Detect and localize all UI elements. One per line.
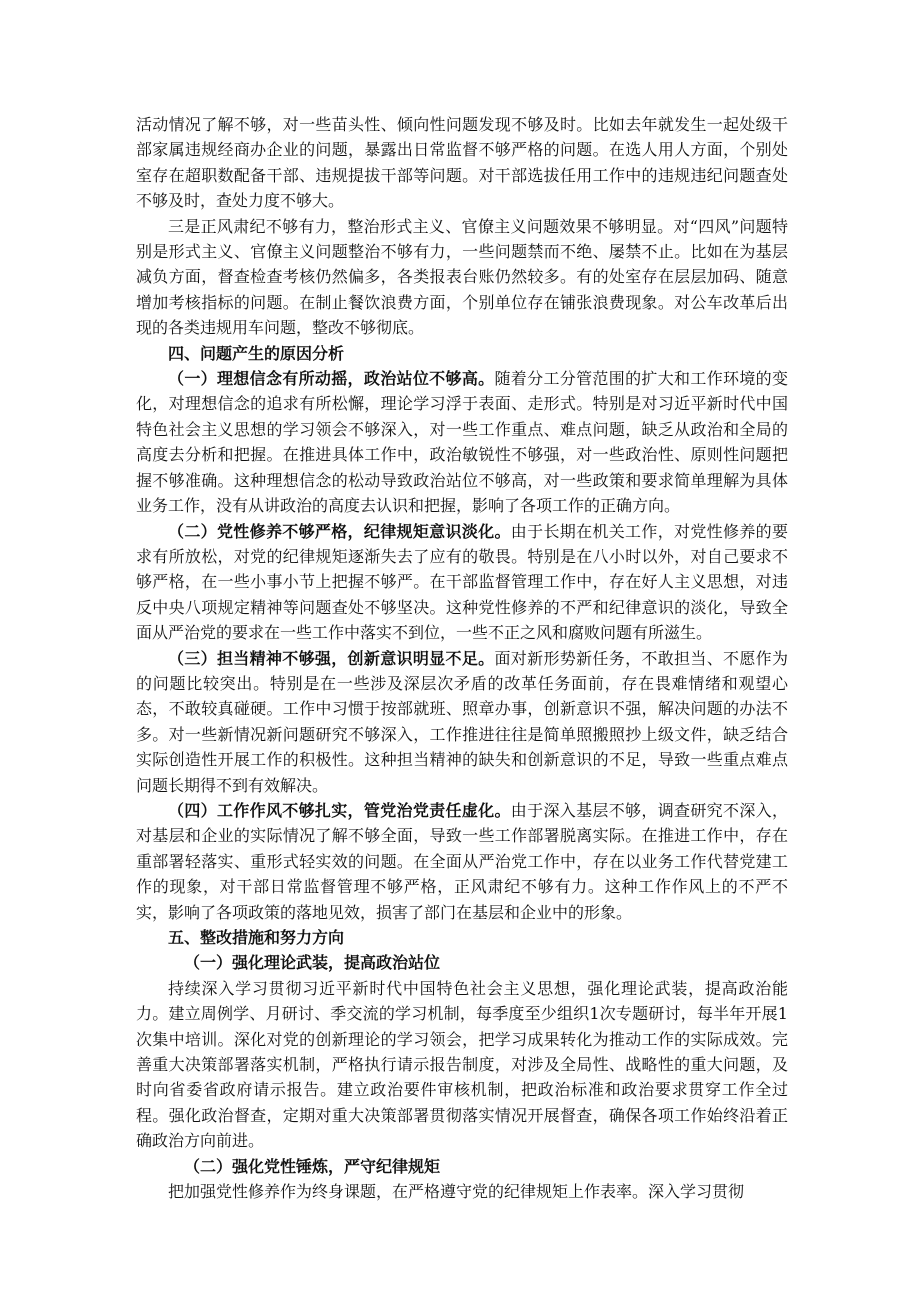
- cause-item-2-lead: （二）党性修养不够严格，纪律规矩意识淡化。: [168, 521, 511, 541]
- measure-subheading-1: （一）强化理论武装，提高政治站位: [184, 953, 441, 973]
- cause-item-1-body: 随着分工分管范围的扩大和工作环境的变化，对理想信念的追求有所松懈，理论学习浮于表面、走形式。特别是对习近平新时代中国特色社会主义思想的学习领会不够深入，对一些工作重点、难点问题，缺乏从政治和全局的高度去分析和把握。在推进具体工作中，政治敏锐性不够强，对一些政治性、原则性问题把握不够准确。这种理想信念的松动导致政治站位不够高，对一些政策和要求简单理解为具体业务工作，没有从讲政治的高度去认识和把握，影响了各项工作的正确方向。: [136, 369, 788, 516]
- paragraph-sanshi: 三是正风肃纪不够有力，整治形式主义、官僚主义问题效果不够明显。对“四风”问题特别是形式主义、官僚主义问题整治不够有力，一些问题禁而不绝、屡禁不止。比如在为基层减负方面，督查检查考核仍然偏多，各类报表台账仍然较多。有的处室存在层层加码、随意增加考核指标的问题。在制止餐饮浪费方面，个别单位存在铺张浪费现象。对公车改革后出现的各类违规用车问题，整改不够彻底。: [136, 216, 788, 338]
- measure-subheading-2: （二）强化党性锤炼，严守纪律规矩: [184, 1156, 441, 1176]
- cause-item-2-body: 由于长期在机关工作，对党性修养的要求有所放松，对党的纪律规矩逐渐失去了应有的敬畏。特别是在八小时以外，对自己要求不够严格，在一些小事小节上把握不够严。在干部监督管理工作中，存在好人主义思想，对违反中央八项规定精神等问题查处不够坚决。这种党性修养的不严和纪律意识的淡化，导致全面从严治党的要求在一些工作中落实不到位，一些不正之风和腐败问题有所滋生。: [136, 521, 788, 643]
- cause-item-3-body: 面对新形势新任务，不敢担当、不愿作为的问题比较突出。特别是在一些涉及深层次矛盾的改革任务面前，存在畏难情绪和观望心态，不敢较真碰硬。工作中习惯于按部就班、照章办事，创新意识不强，解决问题的办法不多。对一些新情况新问题研究不够深入，工作推进往往是简单照搬照抄上级文件，缺乏结合实际创造性开展工作的积极性。这种担当精神的缺失和创新意识的不足，导致一些重点难点问题长期得不到有效解决。: [136, 648, 788, 795]
- cause-item-4: [136, 798, 788, 925]
- cause-item-3-lead: （三）担当精神不够强，创新意识明显不足。: [168, 648, 495, 668]
- cause-item-4-body: 由于深入基层不够，调查研究不深入，对基层和企业的实际情况了解不够全面，导致一些工作部署脱离实际。在推进工作中，存在重部署轻落实、重形式轻实效的问题。在全面从严治党工作中，存在以业务工作代替党建工作的现象，对干部日常监督管理不够严格，正风肃纪不够有力。这种工作作风上的不严不实，影响了各项政策的落地见效，损害了部门在基层和企业中的形象。: [136, 800, 788, 922]
- paragraph-continued: 活动情况了解不够，对一些苗头性、倾向性问题发现不够及时。比如去年就发生一起处级干部家属违规经商办企业的问题，暴露出日常监督不够严格的问题。在选人用人方面，个别处室存在超职数配备干部、违规提拔干部等问题。对干部选拔任用工作中的违规违纪问题查处不够及时，查处力度不够大。: [136, 115, 788, 211]
- cause-item-1-lead: （一）理想信念有所动摇，政治站位不够高。: [168, 369, 495, 389]
- cause-item-3: [136, 646, 788, 798]
- section-heading-4: 四、问题产生的原因分析: [168, 343, 345, 363]
- cause-item-4-lead: （四）工作作风不够扎实，管党治党责任虚化。: [168, 800, 511, 820]
- cause-item-2: [136, 519, 788, 646]
- cause-item-1: [136, 366, 788, 518]
- measure-body-1: 持续深入学习贯彻习近平新时代中国特色社会主义思想，强化理论武装，提高政治能力。建立周例学、月研讨、季交流的学习机制，每季度至少组织1次专题研讨，每半年开展1次集中培训。深化对党的创新理论的学习领会，把学习成果转化为推动工作的实际成效。完善重大决策部署落实机制，严格执行请示报告制度，对涉及全局性、战略性的重大问题，及时向省委省政府请示报告。建立政治要件审核机制，把政治标准和政治要求贯穿工作全过程。强化政治督查，定期对重大决策部署贯彻落实情况开展督查，确保各项工作始终沿着正确政治方向前进。: [136, 978, 788, 1151]
- section-heading-5: 五、整改措施和努力方向: [168, 928, 345, 947]
- document-body: [136, 112, 788, 1204]
- measure-body-2: 把加强党性修养作为终身课题，在严格遵守党的纪律规矩上作表率。深入学习贯彻: [168, 1182, 745, 1202]
